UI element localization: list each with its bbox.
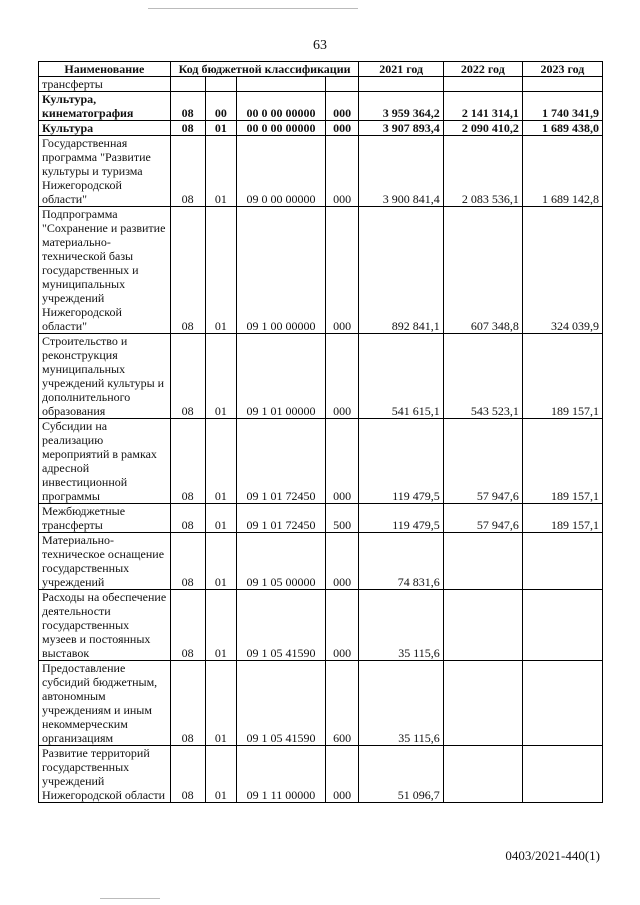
row-2023: 189 157,1 xyxy=(522,419,602,504)
row-vr: 000 xyxy=(325,136,359,207)
row-2022: 2 090 410,2 xyxy=(443,121,522,136)
row-rz: 08 xyxy=(170,207,205,334)
row-2021: 35 115,6 xyxy=(359,661,443,746)
row-csr: 09 1 00 00000 xyxy=(237,207,326,334)
table-row xyxy=(39,590,603,661)
header-2022: 2022 год xyxy=(443,62,522,77)
table-row xyxy=(39,92,603,121)
row-rz: 08 xyxy=(170,746,205,803)
row-2023 xyxy=(522,661,602,746)
row-2021: 119 479,5 xyxy=(359,419,443,504)
row-pr: 01 xyxy=(205,136,237,207)
row-pr: 01 xyxy=(205,746,237,803)
row-pr: 01 xyxy=(205,590,237,661)
row-rz: 08 xyxy=(170,504,205,533)
row-pr: 01 xyxy=(205,334,237,419)
row-csr: 09 1 05 00000 xyxy=(237,533,326,590)
row-csr: 09 0 00 00000 xyxy=(237,136,326,207)
page-number: 63 xyxy=(313,38,327,53)
row-csr: 00 0 00 00000 xyxy=(237,121,326,136)
row-name: Предоставление субсидий бюджетным, автономным учреждениям и иным некоммерческим организациям xyxy=(39,661,171,746)
row-name: Материально-техническое оснащение государственных учреждений xyxy=(39,533,171,590)
row-name: Расходы на обеспечение деятельности государственных музеев и постоянных выставок xyxy=(39,590,171,661)
table-row xyxy=(39,419,603,504)
row-vr: 000 xyxy=(325,746,359,803)
row-2022: 607 348,8 xyxy=(443,207,522,334)
row-2021 xyxy=(359,77,443,92)
row-rz: 08 xyxy=(170,533,205,590)
table-row xyxy=(39,121,603,136)
row-name: Государственная программа "Развитие культуры и туризма Нижегородской области" xyxy=(39,136,171,207)
row-2021: 3 907 893,4 xyxy=(359,121,443,136)
row-2021: 74 831,6 xyxy=(359,533,443,590)
row-rz: 08 xyxy=(170,661,205,746)
row-2021: 541 615,1 xyxy=(359,334,443,419)
row-csr: 09 1 05 41590 xyxy=(237,661,326,746)
row-name: трансферты xyxy=(39,77,171,92)
row-pr: 01 xyxy=(205,504,237,533)
row-pr: 01 xyxy=(205,661,237,746)
row-2023: 189 157,1 xyxy=(522,334,602,419)
row-2023 xyxy=(522,533,602,590)
table-row xyxy=(39,533,603,590)
row-2023 xyxy=(522,746,602,803)
row-name: Подпрограмма "Сохранение и развитие материально-технической базы государственных и муниципальных учреждений Нижегородской области" xyxy=(39,207,171,334)
row-vr: 000 xyxy=(325,334,359,419)
row-vr: 000 xyxy=(325,533,359,590)
row-pr xyxy=(205,77,237,92)
document-number: 0403/2021-440(1) xyxy=(505,848,600,863)
row-2023 xyxy=(522,590,602,661)
row-2022 xyxy=(443,746,522,803)
row-name: Развитие территорий государственных учреждений Нижегородской области xyxy=(39,746,171,803)
row-2022 xyxy=(443,77,522,92)
row-2022 xyxy=(443,661,522,746)
row-rz: 08 xyxy=(170,334,205,419)
row-2023: 1 689 142,8 xyxy=(522,136,602,207)
row-2022 xyxy=(443,590,522,661)
row-csr: 09 1 01 72450 xyxy=(237,419,326,504)
row-csr: 00 0 00 00000 xyxy=(237,92,326,121)
row-rz xyxy=(170,77,205,92)
row-csr: 09 1 01 72450 xyxy=(237,504,326,533)
row-vr: 500 xyxy=(325,504,359,533)
row-name: Культура xyxy=(39,121,171,136)
row-2021: 51 096,7 xyxy=(359,746,443,803)
row-vr: 000 xyxy=(325,92,359,121)
budget-table xyxy=(38,61,603,803)
table-row xyxy=(39,334,603,419)
row-2023: 189 157,1 xyxy=(522,504,602,533)
row-name: Межбюджетные трансферты xyxy=(39,504,171,533)
row-2021: 3 959 364,2 xyxy=(359,92,443,121)
row-2023: 1 689 438,0 xyxy=(522,121,602,136)
row-2023: 1 740 341,9 xyxy=(522,92,602,121)
table-row xyxy=(39,207,603,334)
header-2021: 2021 год xyxy=(359,62,443,77)
row-rz: 08 xyxy=(170,419,205,504)
row-vr: 000 xyxy=(325,590,359,661)
scan-artifact-top xyxy=(148,8,358,9)
row-2021: 35 115,6 xyxy=(359,590,443,661)
row-vr: 000 xyxy=(325,419,359,504)
row-2021: 892 841,1 xyxy=(359,207,443,334)
row-pr: 01 xyxy=(205,419,237,504)
scan-artifact-bottom xyxy=(100,898,160,899)
row-vr: 000 xyxy=(325,207,359,334)
row-2023 xyxy=(522,77,602,92)
row-rz: 08 xyxy=(170,590,205,661)
row-2022: 543 523,1 xyxy=(443,334,522,419)
row-2022: 57 947,6 xyxy=(443,419,522,504)
row-vr: 600 xyxy=(325,661,359,746)
row-pr: 01 xyxy=(205,533,237,590)
row-name: Субсидии на реализацию мероприятий в рамках адресной инвестиционной программы xyxy=(39,419,171,504)
row-pr: 01 xyxy=(205,207,237,334)
table-row xyxy=(39,136,603,207)
row-rz: 08 xyxy=(170,136,205,207)
row-2022: 2 083 536,1 xyxy=(443,136,522,207)
table-row xyxy=(39,746,603,803)
row-vr xyxy=(325,77,359,92)
header-code: Код бюджетной классификации xyxy=(170,62,359,77)
row-rz: 08 xyxy=(170,121,205,136)
row-2023: 324 039,9 xyxy=(522,207,602,334)
row-2022 xyxy=(443,533,522,590)
header-name: Наименование xyxy=(39,62,171,77)
row-pr: 00 xyxy=(205,92,237,121)
row-rz: 08 xyxy=(170,92,205,121)
table-header-row xyxy=(39,62,603,77)
row-2022: 57 947,6 xyxy=(443,504,522,533)
row-csr: 09 1 01 00000 xyxy=(237,334,326,419)
row-2021: 3 900 841,4 xyxy=(359,136,443,207)
row-name: Строительство и реконструкция муниципальных учреждений культуры и дополнительного образования xyxy=(39,334,171,419)
row-2021: 119 479,5 xyxy=(359,504,443,533)
row-name: Культура, кинематография xyxy=(39,92,171,121)
row-csr xyxy=(237,77,326,92)
table-row xyxy=(39,77,603,92)
row-2022: 2 141 314,1 xyxy=(443,92,522,121)
row-pr: 01 xyxy=(205,121,237,136)
row-vr: 000 xyxy=(325,121,359,136)
header-2023: 2023 год xyxy=(522,62,602,77)
row-csr: 09 1 05 41590 xyxy=(237,590,326,661)
table-row xyxy=(39,504,603,533)
table-row xyxy=(39,661,603,746)
row-csr: 09 1 11 00000 xyxy=(237,746,326,803)
